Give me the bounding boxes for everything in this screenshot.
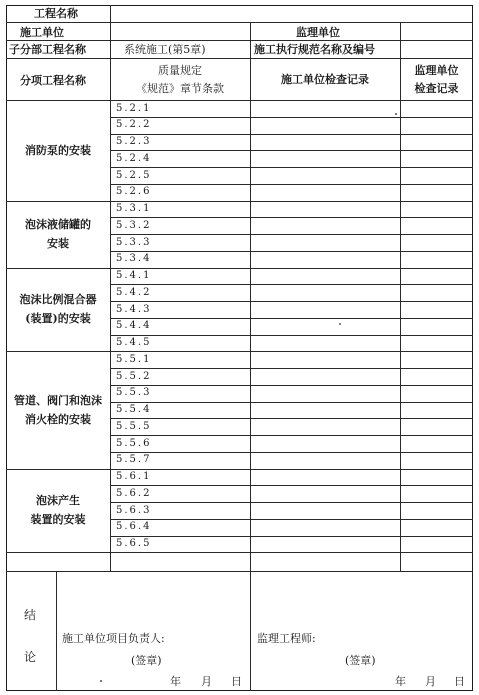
clause-number: 5.6.3	[116, 504, 152, 516]
clause-number: 5.5.2	[116, 370, 152, 382]
supervisor-year: 年	[395, 675, 406, 688]
grid-line-h	[110, 117, 473, 118]
clause-number: 5.5.3	[116, 387, 152, 399]
grid-line-v	[110, 5, 111, 58]
clause-number: 5.2.3	[116, 136, 152, 147]
clause-number: 5.6.2	[116, 487, 152, 499]
clause-number: 5.4.3	[116, 303, 152, 315]
constructor-seal: (签章)	[131, 654, 162, 667]
clause-number: 5.4.4	[116, 320, 152, 332]
grid-line-h	[110, 485, 473, 486]
project-name-label: 工程名称	[34, 7, 78, 20]
sub-project-value: 系统施工(第5章)	[124, 43, 206, 56]
clause-number: 5.3.4	[116, 253, 152, 265]
conclusion-label-2: 论	[24, 650, 37, 664]
grid-line-h	[6, 58, 473, 59]
grid-line-h	[110, 184, 473, 185]
grid-line-h	[110, 301, 473, 302]
grid-line-h	[110, 251, 473, 252]
col-construction-record: 施工单位检查记录	[281, 73, 369, 86]
grid-line-h	[110, 167, 473, 168]
item-group-name-line: 安装	[47, 237, 69, 250]
clause-number: 5.5.6	[116, 437, 152, 449]
clause-number: 5.2.5	[116, 169, 152, 181]
constructor-month: 月	[201, 675, 212, 688]
scan-speck	[395, 113, 397, 115]
clause-number: 5.4.1	[116, 270, 152, 281]
supervisor-signature-label: 监理工程师:	[257, 632, 316, 645]
grid-line-v	[250, 22, 251, 58]
item-group-name-line: 消火栓的安装	[25, 412, 91, 426]
item-group-name	[6, 469, 110, 553]
col-item-name: 分项工程名称	[20, 74, 86, 87]
clause-number: 5.2.4	[116, 152, 152, 164]
standard-label: 施工执行规范名称及编号	[254, 43, 375, 56]
grid-line-h	[110, 435, 473, 436]
grid-line-h	[110, 536, 473, 537]
grid-line-h	[6, 571, 473, 572]
supervisor-seal: (签章)	[345, 654, 376, 667]
construction-unit-label: 施工单位	[20, 26, 64, 39]
supervisor-day: 日	[454, 675, 465, 688]
clause-number: 5.2.2	[116, 119, 152, 131]
item-group-name-line: 泡沫产生	[36, 494, 80, 508]
item-group-name	[6, 351, 110, 468]
grid-line-v	[110, 58, 111, 571]
col-clause-line1: 质量规定	[158, 64, 202, 77]
grid-line-h	[110, 452, 473, 453]
clause-number: 5.2.6	[116, 186, 152, 198]
item-group-name	[6, 201, 110, 268]
clause-number: 5.3.3	[116, 236, 152, 248]
grid-line-h	[110, 502, 473, 503]
grid-line-h	[6, 40, 473, 41]
grid-line-v	[250, 58, 251, 571]
grid-line-h	[110, 418, 473, 419]
constructor-year: 年	[170, 675, 181, 688]
clause-number: 5.5.1	[116, 353, 152, 365]
clause-number: 5.5.7	[116, 454, 152, 466]
grid-line-v	[400, 58, 401, 571]
clause-number: 5.3.2	[116, 219, 152, 231]
item-group-name-line: 装置的安装	[30, 513, 86, 527]
clause-number: 5.5.4	[116, 404, 152, 415]
grid-line-h	[6, 552, 473, 553]
grid-line-v	[250, 571, 251, 691]
item-group-name	[6, 268, 110, 352]
grid-line-v	[400, 22, 401, 58]
grid-line-h	[110, 217, 473, 218]
item-group-name-line: 消防泵的安装	[25, 143, 91, 157]
clause-number: 5.3.1	[116, 203, 152, 214]
grid-line-h	[110, 385, 473, 386]
grid-line-h	[110, 234, 473, 235]
clause-number: 5.5.5	[116, 420, 152, 432]
clause-number: 5.4.5	[116, 337, 152, 348]
sub-project-label: 子分部工程名称	[9, 43, 86, 56]
item-group-name	[6, 100, 110, 201]
item-group-name-line: (装置)的安装	[25, 312, 91, 326]
constructor-signature-label: 施工单位项目负责人:	[62, 632, 165, 645]
item-group-name-line: 泡沫比例混合器	[19, 293, 97, 307]
grid-line-h	[110, 134, 473, 135]
grid-line-h	[110, 402, 473, 403]
grid-line-h	[110, 335, 473, 336]
clause-number: 5.6.4	[116, 521, 152, 533]
col-clause-line2: 《规范》章节条款	[136, 82, 224, 95]
grid-line-h	[110, 150, 473, 151]
item-group-name-line: 泡沫液储罐的	[25, 218, 91, 231]
grid-line-h	[6, 22, 473, 23]
clause-number: 5.4.2	[116, 286, 152, 298]
col-supervision-line1: 监理单位	[414, 64, 459, 77]
grid-line-v	[56, 571, 57, 691]
supervisor-month: 月	[425, 675, 436, 688]
scan-speck	[339, 323, 341, 325]
supervision-unit-label: 监理单位	[296, 26, 340, 39]
clause-number: 5.2.1	[116, 102, 152, 114]
clause-number: 5.6.1	[116, 471, 152, 482]
grid-line-h	[110, 318, 473, 319]
item-group-name-line: 管道、阀门和泡沫	[14, 393, 102, 407]
conclusion-label-1: 结	[24, 608, 37, 622]
grid-line-h	[110, 368, 473, 369]
col-supervision-line2: 检查记录	[414, 82, 459, 95]
clause-number: 5.6.5	[116, 538, 152, 549]
constructor-day: 日	[231, 675, 242, 688]
scan-speck	[100, 680, 102, 682]
grid-line-h	[110, 519, 473, 520]
grid-line-h	[110, 284, 473, 285]
